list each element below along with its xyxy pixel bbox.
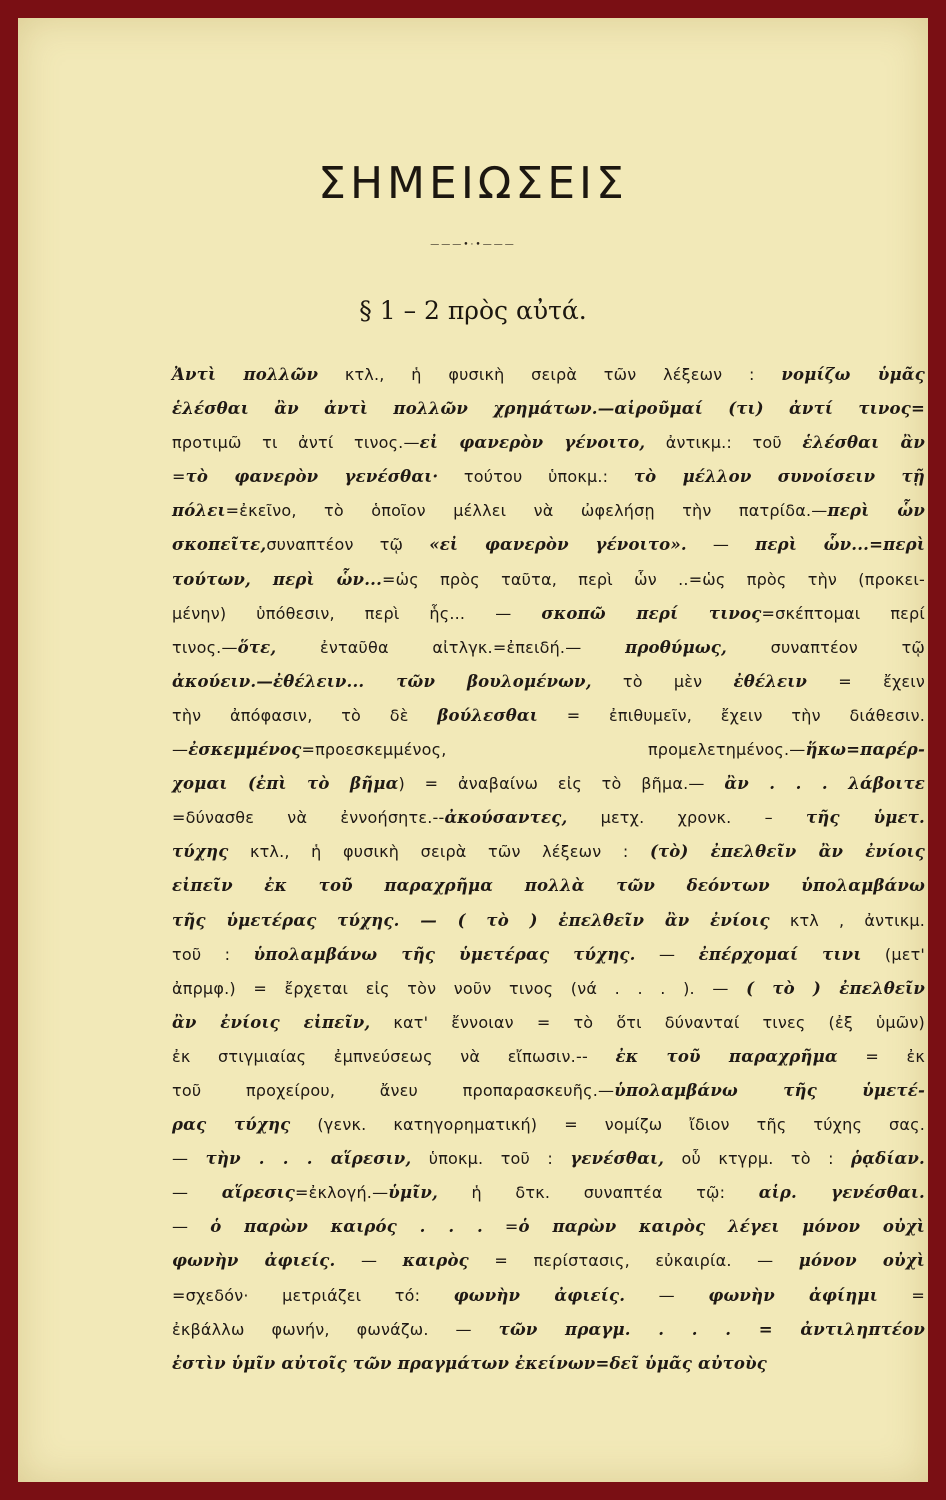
gloss-text: = ἐκ xyxy=(837,1046,926,1066)
gloss-text: κτλ., ἡ φυσικὴ σειρὰ τῶν λέξεων : xyxy=(318,365,782,384)
note-line xyxy=(172,1074,925,1108)
note-line xyxy=(172,869,925,903)
gloss-text: τὸ μὲν xyxy=(591,671,734,691)
note-line xyxy=(172,1142,925,1176)
note-line xyxy=(172,597,925,631)
bold-lemma: τῶν πραγμ. . . . = ἀντιληπτέον xyxy=(498,1319,925,1339)
bold-lemma: ὁ παρὼν καιρὸς λέγει μόνον οὐχὶ xyxy=(518,1217,925,1237)
note-line xyxy=(172,801,925,835)
notes-body xyxy=(172,358,925,1381)
gloss-text: κατ' ἔννοιαν = τὸ ὅτι δύνανταί τινες (ἐξ ὑμῶν) xyxy=(370,1012,925,1032)
gloss-text: = περίστασις, εὐκαιρία. — xyxy=(468,1251,799,1271)
gloss-text: = ἔχειν xyxy=(807,671,925,691)
gloss-text: — xyxy=(172,740,189,760)
note-line xyxy=(172,1108,925,1142)
gloss-text: (μετ' xyxy=(861,944,926,964)
note-line xyxy=(172,494,925,528)
gloss-text: οὗ κτγρμ. τὸ : xyxy=(664,1149,852,1169)
bold-lemma: (τὸ) ἐπελθεῖν ἂν ἐνίοις xyxy=(649,842,925,862)
gloss-text: — xyxy=(686,535,756,555)
bold-lemma: ἐστὶν ὑμῖν αὐτοῖς τῶν πραγμάτων ἐκείνων=δεῖ ὑμᾶς αὐτοὺς xyxy=(172,1353,768,1373)
gloss-text: ἐνταῦθα αἰτλγκ.=ἐπειδή.— xyxy=(276,637,626,657)
bold-lemma: ὑπολαμβάνω τῆς ὑμετέ- xyxy=(614,1080,925,1100)
gloss-text: μένην) ὑπόθεσιν, περὶ ἧς... — xyxy=(172,603,542,623)
bold-lemma: ἀκούσαντες, xyxy=(444,808,568,828)
note-line xyxy=(172,426,925,460)
bold-lemma: περὶ ὧν xyxy=(827,501,925,521)
bold-lemma: εἰ φανερὸν γένοιτο, xyxy=(419,433,646,453)
gloss-text: = xyxy=(172,467,186,487)
bold-lemma: τὴν . . . αἵρεσιν, xyxy=(205,1149,412,1169)
note-line xyxy=(172,1313,925,1347)
gloss-text: ) = ἀναβαίνω εἰς τὸ βῆμα.— xyxy=(398,774,725,794)
section-heading: § 1 – 2 πρὸς αὐτά. xyxy=(359,296,587,325)
note-line xyxy=(172,392,925,426)
bold-lemma: τὸ φανερὸν γενέσθαι· xyxy=(185,467,439,487)
bold-lemma: αἱρ. γενέσθαι. xyxy=(758,1183,925,1203)
gloss-text: = xyxy=(877,1285,925,1305)
bold-lemma: μόνον οὐχὶ xyxy=(798,1251,925,1271)
gloss-text: =ὡς πρὸς ταῦτα, περὶ ὧν ..=ὡς πρὸς τὴν (προκει- xyxy=(382,569,925,589)
gloss-text: — xyxy=(172,1183,222,1203)
note-line xyxy=(172,1040,925,1074)
title-ornament: ———•·•——— xyxy=(430,240,516,250)
bold-lemma: ἂν . . . λάβοιτε xyxy=(724,774,925,794)
gloss-text: =δύνασθε νὰ ἐννοήσητε.-- xyxy=(172,808,445,828)
note-line xyxy=(172,835,925,869)
bold-lemma: ὁ παρὼν καιρός . . . xyxy=(210,1217,483,1237)
gloss-text: προτιμῶ τι ἀντί τινος.— xyxy=(172,433,420,453)
gloss-text: =σχεδόν· μετριάζει τό: xyxy=(172,1285,454,1305)
note-line xyxy=(172,1347,925,1381)
bold-lemma: αἵρεσις xyxy=(221,1183,296,1203)
note-line xyxy=(172,563,925,597)
gloss-text: ἐκβάλλω φωνήν, φωνάζω. — xyxy=(172,1319,499,1339)
bold-lemma: ὑπολαμβάνω τῆς ὑμετέρας τύχης. xyxy=(253,944,636,964)
bold-lemma: φωνὴν ἀφιείς. xyxy=(453,1285,626,1305)
note-line xyxy=(172,699,925,733)
note-line xyxy=(172,733,925,767)
note-line xyxy=(172,767,925,801)
gloss-text: τὴν ἀπόφασιν, τὸ δὲ xyxy=(172,705,438,725)
gloss-text: τοῦ : xyxy=(172,944,254,964)
bold-lemma: Ἀντὶ πολλῶν xyxy=(172,365,319,384)
note-line xyxy=(172,1244,925,1278)
bold-lemma: ρας τύχης xyxy=(172,1115,291,1135)
note-line xyxy=(172,460,925,494)
bold-lemma: ἥκω=παρέρ- xyxy=(805,740,925,760)
bold-lemma: χομαι (ἐπὶ τὸ βῆμα xyxy=(172,774,399,794)
gloss-text: = ἐπιθυμεῖν, ἔχειν τὴν διάθεσιν. xyxy=(538,705,926,725)
bold-lemma: τῆς ὑμετέρας τύχης. — ( τὸ ) ἐπελθεῖν ἂν ἐνίοις xyxy=(172,910,770,930)
gloss-text: ἀπρμφ.) = ἔρχεται εἰς τὸν νοῦν τινος (νά . . . ). — xyxy=(172,978,747,998)
note-line xyxy=(172,665,925,699)
gloss-text: — xyxy=(635,944,699,964)
note-line xyxy=(172,972,925,1006)
bold-lemma: τῆς ὑμετ. xyxy=(806,808,925,828)
gloss-text: συναπτέον τῷ xyxy=(726,637,925,657)
gloss-text: — xyxy=(335,1251,403,1271)
bold-lemma: ἐσκεμμένος xyxy=(188,740,302,760)
note-line xyxy=(172,938,925,972)
bold-lemma: τύχης xyxy=(172,842,229,862)
bold-lemma: ( τὸ ) ἐπελθεῖν xyxy=(746,978,925,998)
note-line xyxy=(172,528,925,562)
gloss-text: (γενκ. κατηγορηματική) = νομίζω ἴδιον τῆς τύχης σας. xyxy=(290,1115,925,1135)
note-line xyxy=(172,1006,925,1040)
bold-lemma: ἐπέρχομαί τινι xyxy=(698,944,862,964)
bold-lemma: καιρὸς xyxy=(402,1251,469,1271)
note-line xyxy=(172,358,925,392)
gloss-text: =ἐκλογή.— xyxy=(295,1183,389,1203)
page-title: ΣΗΜΕΙΩΣΕΙΣ xyxy=(318,158,628,209)
gloss-text: μετχ. χρονκ. – xyxy=(567,808,806,828)
bold-lemma: τούτων, περὶ ὧν... xyxy=(172,569,383,589)
bold-lemma: ὑμῖν, xyxy=(388,1183,438,1203)
gloss-text: ὑποκμ. τοῦ : xyxy=(411,1149,571,1169)
bold-lemma: τὸ μέλλον συνοίσειν τῇ xyxy=(633,467,925,487)
bold-lemma: γενέσθαι, xyxy=(570,1149,665,1169)
gloss-text: — xyxy=(172,1217,211,1237)
bold-lemma: ὅτε, xyxy=(237,637,277,657)
bold-lemma: πόλει xyxy=(172,501,226,521)
bold-lemma: «εἰ φανερὸν γένοιτο». xyxy=(429,535,687,555)
gloss-text: — xyxy=(625,1285,709,1305)
note-line xyxy=(172,631,925,665)
bold-lemma: νομίζω ὑμᾶς xyxy=(781,365,925,384)
bold-lemma: ἑλέσθαι ἂν xyxy=(802,433,926,453)
note-line xyxy=(172,1279,925,1313)
bold-lemma: φωνὴν ἀφίημι xyxy=(708,1285,878,1305)
bold-lemma: ἑλέσθαι ἂν ἀντὶ πολλῶν χρημάτων.—αἱροῦμαί (τι) ἀντί τινος= xyxy=(172,399,925,419)
note-line xyxy=(172,1210,925,1244)
note-line xyxy=(172,904,925,938)
gloss-text: ἡ δτκ. συναπτέα τῷ: xyxy=(438,1183,759,1203)
note-line xyxy=(172,1176,925,1210)
bold-lemma: βούλεσθαι xyxy=(437,705,538,725)
bold-lemma: εἰπεῖν ἐκ τοῦ παραχρῆμα πολλὰ τῶν δεόντων ὑπολαμβάνω xyxy=(172,876,925,896)
bold-lemma: ἂν ἐνίοις εἰπεῖν, xyxy=(172,1012,371,1032)
bold-lemma: φωνὴν ἀφιείς. xyxy=(172,1251,336,1271)
bold-lemma: ἐκ τοῦ παραχρῆμα xyxy=(615,1046,838,1066)
bold-lemma: προθύμως, xyxy=(625,637,727,657)
bold-lemma: ἐθέλειν xyxy=(733,671,808,691)
bold-lemma: σκοπεῖτε, xyxy=(172,535,267,555)
gloss-text: συναπτέον τῷ xyxy=(266,535,430,555)
bold-lemma: ῥᾳδίαν. xyxy=(851,1149,925,1169)
gloss-text: =σκέπτομαι περί xyxy=(761,603,925,623)
gloss-text: =προεσκεμμένος, προμελετημένος.— xyxy=(301,740,806,760)
gloss-text: τοῦ προχείρου, ἄνευ προπαρασκευῆς.— xyxy=(172,1080,615,1100)
gloss-text: = xyxy=(482,1217,519,1237)
gloss-text: — xyxy=(172,1149,206,1169)
bold-lemma: περὶ ὧν...=περὶ xyxy=(755,535,926,555)
gloss-text: τινος.— xyxy=(172,637,238,657)
gloss-text: ἐκ στιγμιαίας ἐμπνεύσεως νὰ εἴπωσιν.-- xyxy=(172,1046,616,1066)
gloss-text: ἀντικμ.: τοῦ xyxy=(645,433,803,453)
bold-lemma: σκοπῶ περί τινος xyxy=(541,603,762,623)
gloss-text: κτλ , ἀντικμ. xyxy=(769,910,925,930)
gloss-text: κτλ., ἡ φυσικὴ σειρὰ τῶν λέξεων : xyxy=(228,842,650,862)
gloss-text: τούτου ὑποκμ.: xyxy=(438,467,634,487)
bold-lemma: ἀκούειν.—ἐθέλειν... τῶν βουλομένων, xyxy=(172,671,592,691)
gloss-text: =ἐκεῖνο, τὸ ὁποῖον μέλλει νὰ ὠφελήσῃ τὴν πατρίδα.— xyxy=(225,501,828,521)
book-page xyxy=(18,18,928,1482)
